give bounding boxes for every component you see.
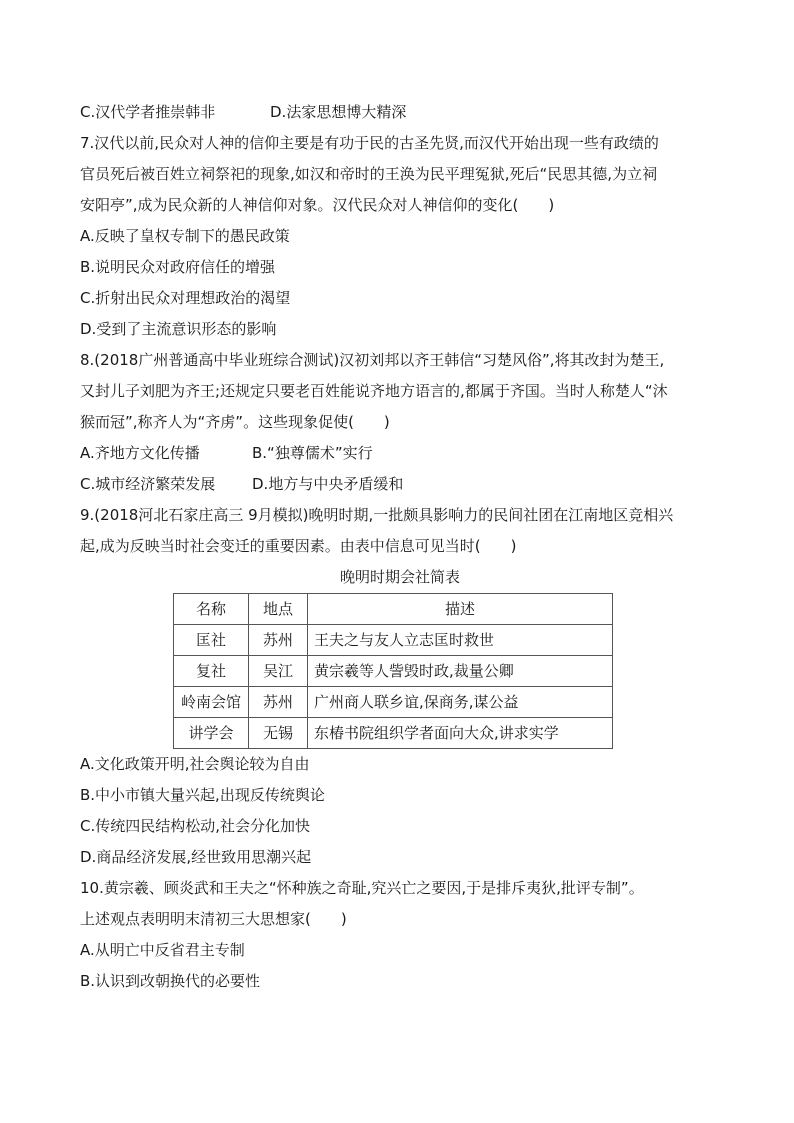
table-header-row bbox=[174, 594, 613, 625]
q8-stem-line: 8.(2018广州普通高中毕业班综合测试)汉初刘邦以齐王韩信“习楚风俗”,将其改封为楚王, bbox=[80, 351, 665, 369]
question-8 bbox=[80, 345, 720, 500]
q7-stem-line: 安阳亭”,成为民众新的人神信仰对象。汉代民众对人神信仰的变化( ) bbox=[80, 196, 555, 214]
q8-option-b: B.“独尊儒术”实行 bbox=[252, 444, 373, 462]
table-cell: 苏州 bbox=[249, 625, 308, 656]
table-cell: 无锡 bbox=[249, 718, 308, 749]
q8-options-ab bbox=[80, 438, 720, 469]
q7-option-d: D.受到了主流意识形态的影响 bbox=[80, 320, 277, 338]
table-cell: 吴江 bbox=[249, 656, 308, 687]
q9-option-c: C.传统四民结构松动,社会分化加快 bbox=[80, 817, 311, 835]
question-9 bbox=[80, 500, 720, 873]
q7-option-b: B.说明民众对政府信任的增强 bbox=[80, 258, 276, 276]
table-cell: 苏州 bbox=[249, 687, 308, 718]
q9-stem-line: 起,成为反映当时社会变迁的重要因素。由表中信息可见当时( ) bbox=[80, 537, 517, 555]
table-cell: 复社 bbox=[174, 656, 249, 687]
q9-stem-line: 9.(2018河北石家庄高三 9月模拟)晚明时期,一批颇具影响力的民间社团在江南地区竞相兴 bbox=[80, 506, 674, 524]
q8-stem-line: 猴而冠”,称齐人为“齐虏”。这些现象促使( ) bbox=[80, 413, 390, 431]
table-cell: 黄宗羲等人訾毁时政,裁量公卿 bbox=[308, 656, 613, 687]
q10-stem-line: 10.黄宗羲、顾炎武和王夫之“怀种族之奇耻,究兴亡之要因,于是排斥夷狄,批评专制”。 bbox=[80, 879, 644, 897]
q8-option-d: D.地方与中央矛盾缓和 bbox=[252, 475, 404, 493]
table-cell: 匡社 bbox=[174, 625, 249, 656]
q7-stem-line: 官员死后被百姓立祠祭祀的现象,如汉和帝时的王涣为民平理冤狱,死后“民思其德,为立祠 bbox=[80, 165, 658, 183]
q6-option-c: C.汉代学者推崇韩非 bbox=[80, 103, 216, 121]
q6-options-cd bbox=[80, 97, 720, 128]
page-content bbox=[80, 97, 720, 997]
q7-option-a: A.反映了皇权专制下的愚民政策 bbox=[80, 227, 290, 245]
table-row bbox=[174, 625, 613, 656]
table-header-cell: 描述 bbox=[308, 594, 613, 625]
q10-option-a: A.从明亡中反省君主专制 bbox=[80, 941, 245, 959]
table-cell: 讲学会 bbox=[174, 718, 249, 749]
question-10 bbox=[80, 873, 720, 997]
table-cell: 广州商人联乡谊,保商务,谋公益 bbox=[308, 687, 613, 718]
q9-option-d: D.商品经济发展,经世致用思潮兴起 bbox=[80, 848, 312, 866]
q6-option-d: D.法家思想博大精深 bbox=[270, 103, 407, 121]
q9-option-b: B.中小市镇大量兴起,出现反传统舆论 bbox=[80, 786, 325, 804]
q8-options-cd bbox=[80, 469, 720, 500]
table-cell: 王夫之与友人立志匡时救世 bbox=[308, 625, 613, 656]
table-cell: 岭南会馆 bbox=[174, 687, 249, 718]
table-header-cell: 地点 bbox=[249, 594, 308, 625]
q8-option-a: A.齐地方文化传播 bbox=[80, 444, 200, 462]
q8-stem-line: 又封儿子刘肥为齐王;还规定只要老百姓能说齐地方语言的,都属于齐国。当时人称楚人“沐 bbox=[80, 382, 668, 400]
table-row bbox=[174, 656, 613, 687]
q7-option-c: C.折射出民众对理想政治的渴望 bbox=[80, 289, 291, 307]
q8-option-c: C.城市经济繁荣发展 bbox=[80, 475, 216, 493]
table-row bbox=[174, 687, 613, 718]
table-row bbox=[174, 718, 613, 749]
table-cell: 东椿书院组织学者面向大众,讲求实学 bbox=[308, 718, 613, 749]
societies-table bbox=[173, 593, 613, 749]
q9-option-a: A.文化政策开明,社会舆论较为自由 bbox=[80, 755, 310, 773]
q7-stem-line: 7.汉代以前,民众对人神的信仰主要是有功于民的古圣先贤,而汉代开始出现一些有政绩的 bbox=[80, 134, 659, 152]
table-header-cell: 名称 bbox=[174, 594, 249, 625]
question-7 bbox=[80, 128, 720, 345]
q10-option-b: B.认识到改朝换代的必要性 bbox=[80, 972, 261, 990]
q10-stem-line: 上述观点表明明末清初三大思想家( ) bbox=[80, 910, 347, 928]
q9-table-title: 晚明时期会社简表 bbox=[339, 568, 460, 586]
